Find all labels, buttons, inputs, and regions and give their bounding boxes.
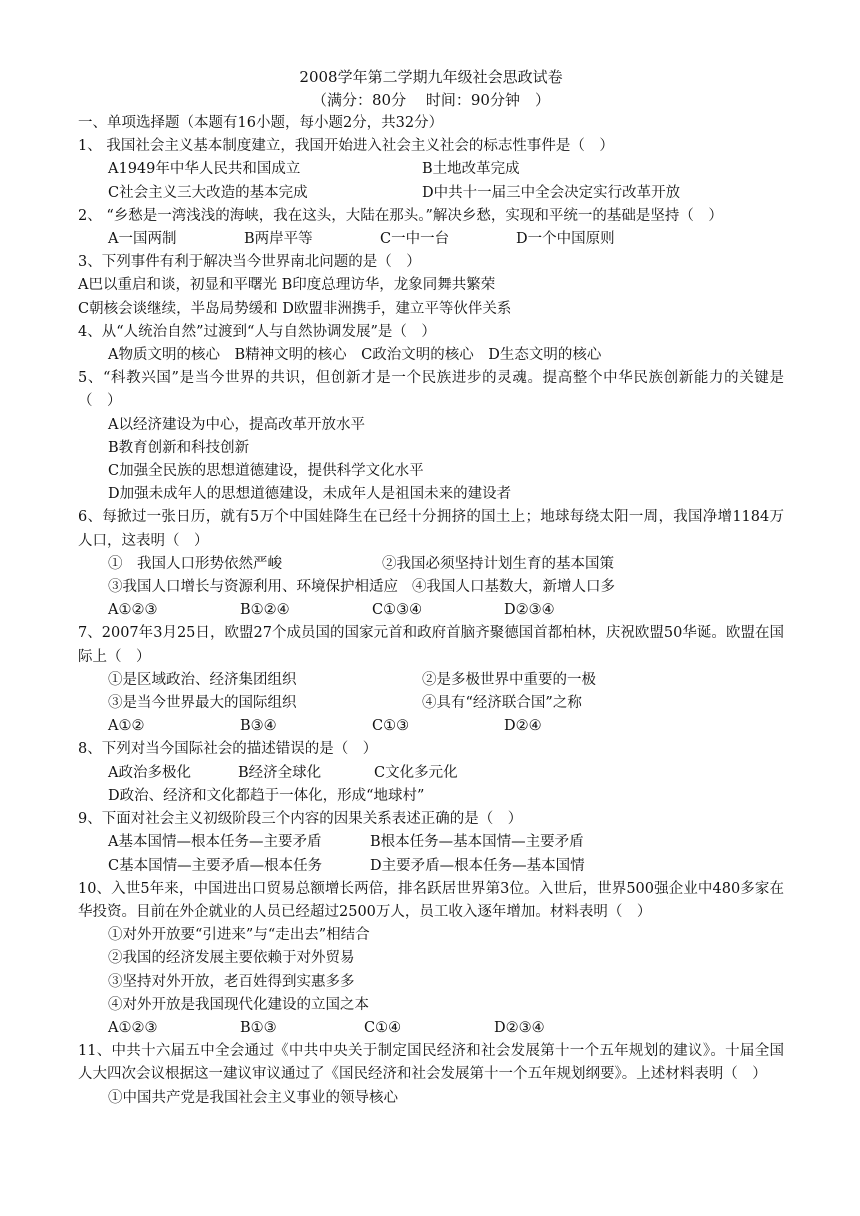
statement-2: ②我国必须坚持计划生育的基本国策 — [382, 555, 614, 572]
option-b: B土地改革完成 — [422, 161, 520, 178]
question-1-options-row1 — [78, 158, 784, 181]
question-7-statements-row2 — [78, 692, 784, 715]
option-c: C①③④ — [372, 602, 423, 619]
question-5-option-a: A以经济建设为中心，提高改革开放水平 — [108, 416, 365, 433]
option-b: B③④ — [240, 718, 277, 735]
option-b: B①③ — [240, 1019, 277, 1036]
question-3-options-ab: A巴以重启和谈，初显和平曙光 B印度总理访华，龙象同舞共繁荣 — [78, 277, 496, 294]
question-10-options — [78, 1017, 784, 1040]
statement-4: ④我国人口基数大，新增人口多 — [412, 579, 615, 596]
question-5-option-d: D加强未成年人的思想道德建设，未成年人是祖国未来的建设者 — [108, 486, 512, 503]
question-9-options-row1 — [78, 831, 784, 854]
question-11-stem: 11、中共十六届五中全会通过《中共中央关于制定国民经济和社会发展第十一个五年规划的建议》。十届全国人大四次会议根据这一建议审议通过了《国民经济和社会发展第十一个五年规划纲要》。上述材料表明（ ） — [78, 1043, 784, 1083]
question-1-options-row2 — [78, 182, 784, 205]
option-b: B经济全球化 — [238, 764, 322, 781]
option-a: A①②③ — [108, 602, 158, 619]
option-a: A政治多极化 — [108, 764, 191, 781]
question-6-options — [78, 599, 784, 622]
question-10-stem: 10、入世5年来，中国进出口贸易总额增长两倍，排名跃居世界第3位。入世后，世界500强企业中480多家在华投资。目前在外企就业的人员已经超过2500万人，员工收入逐年增加。材料表明（ ） — [78, 880, 784, 920]
question-8-stem: 8、下列对当今国际社会的描述错误的是（ ） — [78, 741, 378, 758]
option-a: A①② — [108, 718, 145, 735]
question-6-statements-row1 — [78, 553, 784, 576]
option-c: C①④ — [364, 1019, 402, 1036]
question-1-stem: 1、 我国社会主义基本制度建立，我国开始进入社会主义社会的标志性事件是（ ） — [78, 138, 614, 155]
question-5-option-c: C加强全民族的思想道德建设，提供科学文化水平 — [108, 463, 424, 480]
statement-2: ②是多极世界中重要的一极 — [422, 671, 596, 688]
statement-4: ④具有“经济联合国”之称 — [422, 695, 582, 712]
statement-1: ①是区域政治、经济集团组织 — [108, 671, 297, 688]
question-10-statement-2: ②我国的经济发展主要依赖于对外贸易 — [108, 950, 355, 967]
question-8-option-d: D政治、经济和文化都趋于一体化，形成“地球村” — [108, 787, 425, 804]
exam-subtitle: （满分：80分 时间：90分钟 ） — [312, 91, 550, 109]
question-2-options — [78, 228, 784, 251]
question-4-stem: 4、从“人统治自然”过渡到“人与自然协调发展”是（ ） — [78, 323, 436, 340]
option-d: D中共十一届三中全会决定实行改革开放 — [422, 184, 681, 201]
question-3-stem: 3、下列事件有利于解决当今世界南北问题的是（ ） — [78, 254, 421, 271]
question-6-statements-row2 — [78, 576, 784, 599]
question-6-stem: 6、每掀过一张日历，就有5万个中国娃降生在已经十分拥挤的国土上；地球每绕太阳一周，我国净增1184万人口，这表明（ ） — [78, 509, 784, 549]
option-a: A一国两制 — [108, 231, 177, 248]
question-9-stem: 9、下面对社会主义初级阶段三个内容的因果关系表述正确的是（ ） — [78, 811, 523, 828]
question-5-option-b: B教育创新和科技创新 — [108, 439, 250, 456]
question-7-stem: 7、2007年3月25日，欧盟27个成员国的国家元首和政府首脑齐聚德国首都柏林，庆祝欧盟50华诞。欧盟在国际上（ ） — [78, 625, 784, 665]
option-c: C一中一台 — [380, 231, 450, 248]
question-10-statement-1: ①对外开放要“引进来”与“走出去”相结合 — [108, 927, 370, 944]
option-c: C文化多元化 — [374, 764, 458, 781]
question-3-options-cd: C朝核会谈继续，半岛局势缓和 D欧盟非洲携手，建立平等伙伴关系 — [78, 300, 512, 317]
question-8-options-row1 — [78, 762, 784, 785]
option-a: A1949年中华人民共和国成立 — [108, 161, 301, 178]
option-d: D②③④ — [504, 602, 555, 619]
option-b: B根本任务—基本国情—主要矛盾 — [370, 834, 584, 851]
option-c: C基本国情—主要矛盾—根本任务 — [108, 857, 323, 874]
option-a: A基本国情—根本任务—主要矛盾 — [108, 834, 322, 851]
option-d: D②④ — [504, 718, 542, 735]
statement-1: ① 我国人口形势依然严峻 — [108, 555, 282, 572]
statement-3: ③我国人口增长与资源利用、环境保护相适应 — [108, 579, 398, 596]
exam-page — [78, 66, 784, 1110]
option-d: D②③④ — [494, 1019, 545, 1036]
question-9-options-row2 — [78, 855, 784, 878]
question-11-statement-1: ①中国共产党是我国社会主义事业的领导核心 — [108, 1089, 398, 1106]
question-7-statements-row1 — [78, 669, 784, 692]
option-c: C①③ — [372, 718, 410, 735]
option-b: B①②④ — [240, 602, 290, 619]
question-10-statement-4: ④对外开放是我国现代化建设的立国之本 — [108, 996, 369, 1013]
option-d: D主要矛盾—根本任务—基本国情 — [370, 857, 585, 874]
question-5-stem: 5、“科教兴国”是当今世界的共识，但创新才是一个民族进步的灵魂。提高整个中华民族创新能力的关键是（ ） — [78, 370, 784, 410]
option-b: B两岸平等 — [244, 231, 313, 248]
question-2-stem: 2、 “乡愁是一湾浅浅的海峡，我在这头，大陆在那头。”解决乡愁，实现和平统一的基础是坚持（ ） — [78, 207, 723, 224]
option-a: A①②③ — [108, 1019, 158, 1036]
statement-3: ③是当今世界最大的国际组织 — [108, 695, 297, 712]
question-10-statement-3: ③坚持对外开放，老百姓得到实惠多多 — [108, 973, 355, 990]
section-heading: 一、单项选择题（本题有16小题，每小题2分，共32分） — [78, 115, 444, 131]
option-c: C社会主义三大改造的基本完成 — [108, 184, 308, 201]
exam-title: 2008学年第二学期九年级社会思政试卷 — [299, 68, 563, 86]
question-4-options: A物质文明的核心 B精神文明的核心 C政治文明的核心 D生态文明的核心 — [108, 347, 602, 364]
option-d: D一个中国原则 — [516, 231, 615, 248]
question-7-options — [78, 715, 784, 738]
